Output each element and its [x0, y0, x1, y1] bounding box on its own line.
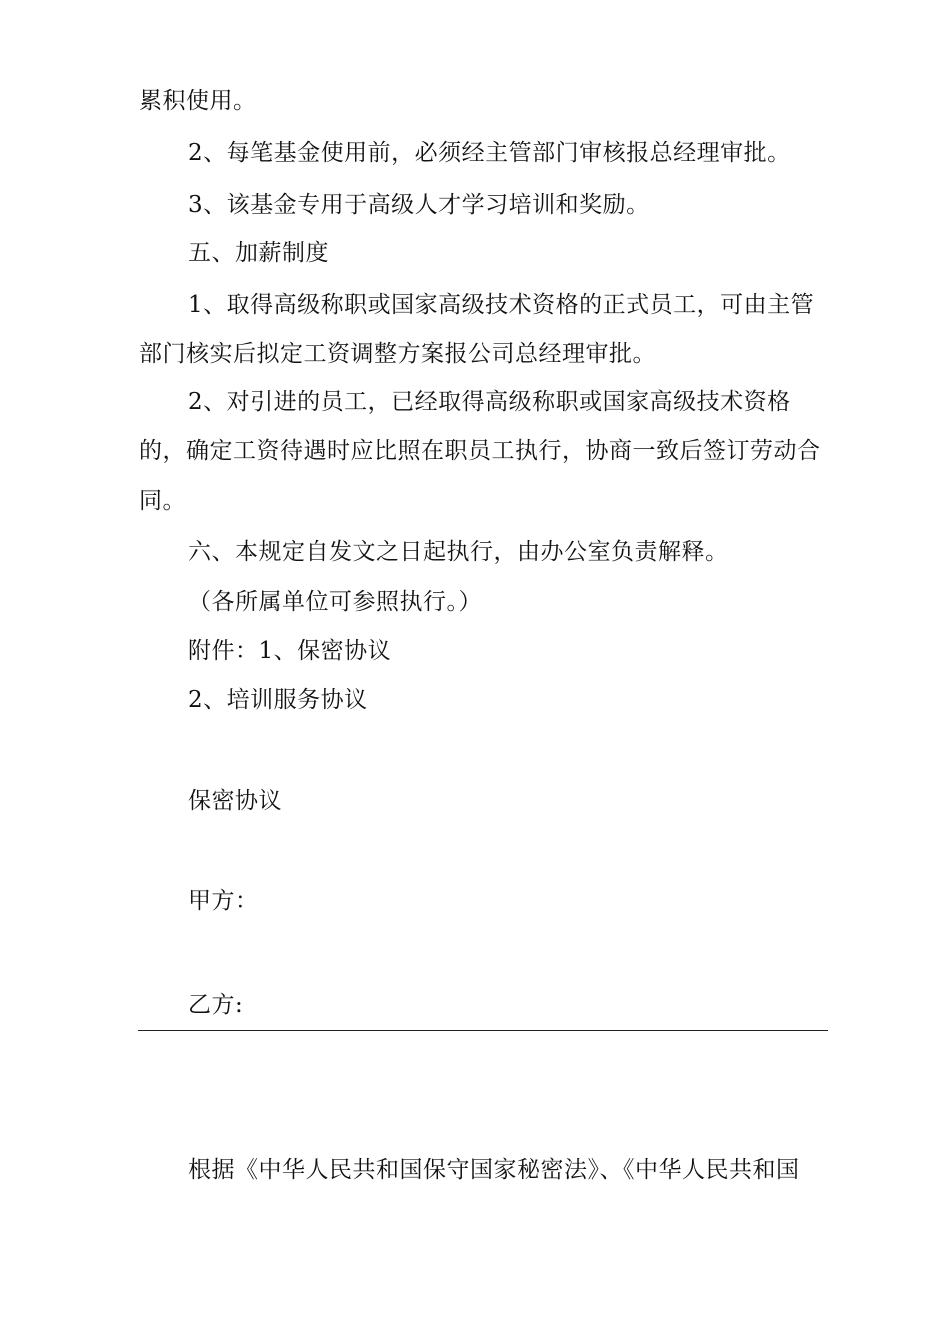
text-line-17: 根据《中华人民共和国保守国家秘密法》、《中华人民共和国	[188, 1157, 800, 1183]
text-line-9: 同。	[139, 488, 186, 514]
text-line-2: 2、每笔基金使用前，必须经主管部门审核报总经理审批。	[188, 140, 791, 166]
text-line-8: 的，确定工资待遇时应比照在职员工执行，协商一致后签订劳动合	[139, 438, 821, 464]
party-b-label: 乙方:	[188, 992, 244, 1018]
text-line-1: 累积使用。	[139, 88, 257, 114]
attachments-line: 附件：1、保密协议	[188, 638, 392, 664]
text-line-11: （各所属单位可参照执行。）	[188, 589, 482, 615]
text-line-10: 六、本规定自发文之日起执行，由办公室负责解释。	[188, 539, 729, 565]
text-line-5: 1、取得高级称职或国家高级技术资格的正式员工，可由主管	[188, 292, 815, 318]
text-line-7: 2、对引进的员工，已经取得高级称职或国家高级技术资格	[188, 389, 791, 415]
party-a-label: 甲方：	[188, 888, 259, 914]
agreement-title: 保密协议	[188, 788, 282, 814]
section-heading-salary: 五、加薪制度	[188, 240, 329, 266]
text-line-6: 部门核实后拟定工资调整方案报公司总经理审批。	[139, 341, 656, 367]
attachment-item-2: 2、培训服务协议	[188, 687, 368, 713]
text-line-3: 3、该基金专用于高级人才学习培训和奖励。	[188, 192, 650, 218]
divider-line	[138, 1030, 828, 1031]
